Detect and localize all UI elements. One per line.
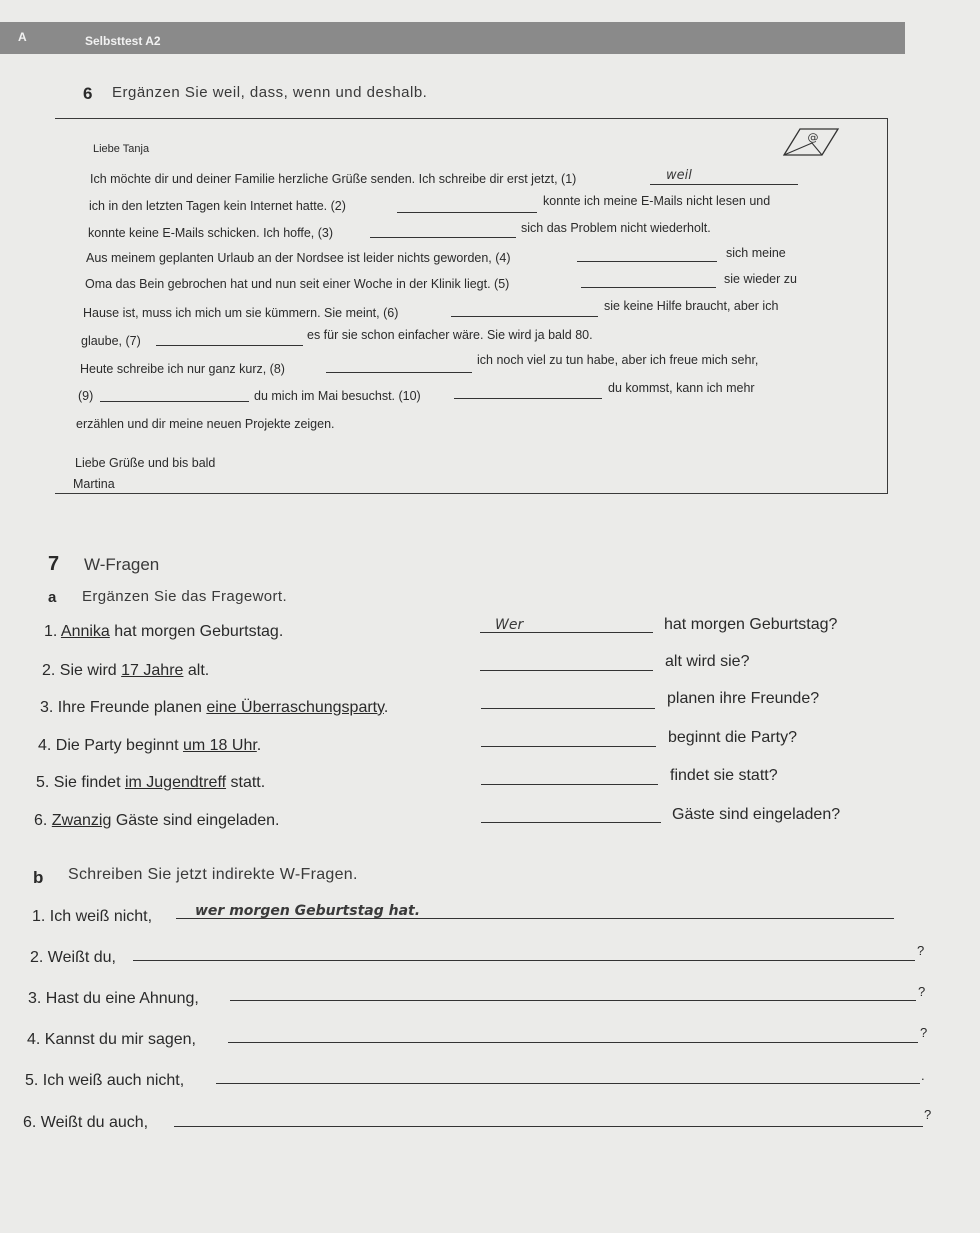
letter-greeting: Liebe Tanja <box>93 143 150 155</box>
sentence-start: 1. Ich weiß nicht, <box>32 908 153 925</box>
answer-line[interactable] <box>481 746 656 747</box>
answer-line[interactable] <box>174 1126 923 1127</box>
exercise-7-number: 7 <box>48 553 60 575</box>
blank-10[interactable] <box>454 398 602 399</box>
question-text: hat morgen Geburtstag? <box>664 616 838 633</box>
blank-6[interactable] <box>451 316 598 317</box>
letter-line: ich in den letzten Tagen kein Internet hatte. (2) <box>89 199 346 213</box>
mail-envelope-icon <box>782 125 840 159</box>
question-text: planen ihre Freunde? <box>667 690 820 707</box>
letter-line: glaube, (7) <box>81 334 141 348</box>
answer-line[interactable] <box>216 1083 920 1084</box>
question-text: beginnt die Party? <box>668 729 797 746</box>
sentence-start: 6. Weißt du auch, <box>23 1114 149 1131</box>
sentence: 1. Annika hat morgen Geburtstag. <box>44 623 284 640</box>
letter-line: Hause ist, muss ich mich um sie kümmern. Sie meint, (6) <box>83 306 399 320</box>
letter-line: Ich möchte dir und deiner Familie herzliche Grüße senden. Ich schreibe dir erst jetzt, (1) <box>90 172 577 186</box>
letter-line: konnte keine E-Mails schicken. Ich hoffe, (3) <box>88 226 334 240</box>
end-punctuation: ? <box>924 1107 932 1122</box>
letter-line: Oma das Bein gebrochen hat und nun seit einer Woche in der Klinik liegt. (5) <box>85 277 510 291</box>
sentence-start: 4. Kannst du mir sagen, <box>27 1031 196 1048</box>
sentence: 6. Zwanzig Gäste sind eingeladen. <box>34 812 280 829</box>
answer-line[interactable] <box>133 960 915 961</box>
answer-line[interactable] <box>481 784 658 785</box>
blank-4[interactable] <box>577 261 717 262</box>
part-b-label: b <box>33 868 44 887</box>
letter-line: Heute schreibe ich nur ganz kurz, (8) <box>80 362 285 376</box>
letter-line: sich das Problem nicht wiederholt. <box>521 221 711 235</box>
blank-7[interactable] <box>156 345 303 346</box>
sentence-start: 3. Hast du eine Ahnung, <box>28 990 199 1007</box>
question-text: findet sie statt? <box>670 767 778 784</box>
end-punctuation: ? <box>918 984 926 999</box>
part-a-label: a <box>48 589 57 606</box>
at-symbol: @ <box>807 131 819 144</box>
answer-line[interactable] <box>228 1042 918 1043</box>
blank-3[interactable] <box>370 237 516 238</box>
question-text: alt wird sie? <box>665 653 750 670</box>
part-a-instruction: Ergänzen Sie das Fragewort. <box>82 588 288 605</box>
answer-line[interactable] <box>480 670 653 671</box>
letter-line: sie keine Hilfe braucht, aber ich <box>604 299 779 313</box>
part-b-instruction: Schreiben Sie jetzt indirekte W-Fragen. <box>68 866 358 883</box>
blank-9[interactable] <box>100 401 249 402</box>
letter-line: erzählen und dir meine neuen Projekte zeigen. <box>76 417 335 431</box>
handwritten-answer: wer morgen Geburtstag hat. <box>195 903 421 919</box>
sentence: 5. Sie findet im Jugendtreff statt. <box>36 774 266 791</box>
header-letter: A <box>18 30 27 44</box>
letter-line: sie wieder zu <box>724 272 797 286</box>
answer-line[interactable] <box>481 822 661 823</box>
letter-line: Aus meinem geplanten Urlaub an der Nordsee ist leider nichts geworden, (4) <box>86 251 511 265</box>
letter-closing: Liebe Grüße und bis bald <box>75 456 216 470</box>
sentence-start: 5. Ich weiß auch nicht, <box>25 1072 185 1089</box>
letter-line: du mich im Mai besuchst. (10) <box>254 389 421 403</box>
sentence: 4. Die Party beginnt um 18 Uhr. <box>38 737 262 754</box>
question-text: Gäste sind eingeladen? <box>672 806 841 823</box>
letter-line: es für sie schon einfacher wäre. Sie wird ja bald 80. <box>307 328 593 342</box>
handwritten-answer-1: weil <box>666 168 692 183</box>
blank-1[interactable] <box>650 184 798 185</box>
end-punctuation: ? <box>917 943 925 958</box>
end-punctuation: ? <box>920 1025 928 1040</box>
letter-line: du kommst, kann ich mehr <box>608 381 755 395</box>
end-punctuation: . <box>921 1068 925 1083</box>
letter-line: (9) <box>78 389 94 403</box>
header-title: Selbsttest A2 <box>85 34 161 48</box>
letter-line: konnte ich meine E-Mails nicht lesen und <box>543 194 771 208</box>
sentence: 2. Sie wird 17 Jahre alt. <box>42 662 210 679</box>
letter-signature: Martina <box>73 477 115 491</box>
handwritten-answer: Wer <box>495 617 524 633</box>
blank-2[interactable] <box>397 212 537 213</box>
answer-line[interactable] <box>230 1000 916 1001</box>
blank-5[interactable] <box>581 287 716 288</box>
sentence: 3. Ihre Freunde planen eine Überraschungsparty. <box>40 699 389 716</box>
exercise-6-number: 6 <box>83 84 93 103</box>
letter-line: ich noch viel zu tun habe, aber ich freue mich sehr, <box>477 353 759 367</box>
answer-line[interactable] <box>481 708 655 709</box>
sentence-start: 2. Weißt du, <box>30 949 116 966</box>
exercise-6-instruction: Ergänzen Sie weil, dass, wenn und deshalb. <box>112 84 428 101</box>
blank-8[interactable] <box>326 372 472 373</box>
exercise-7-title: W-Fragen <box>84 555 160 574</box>
letter-line: sich meine <box>726 246 786 260</box>
